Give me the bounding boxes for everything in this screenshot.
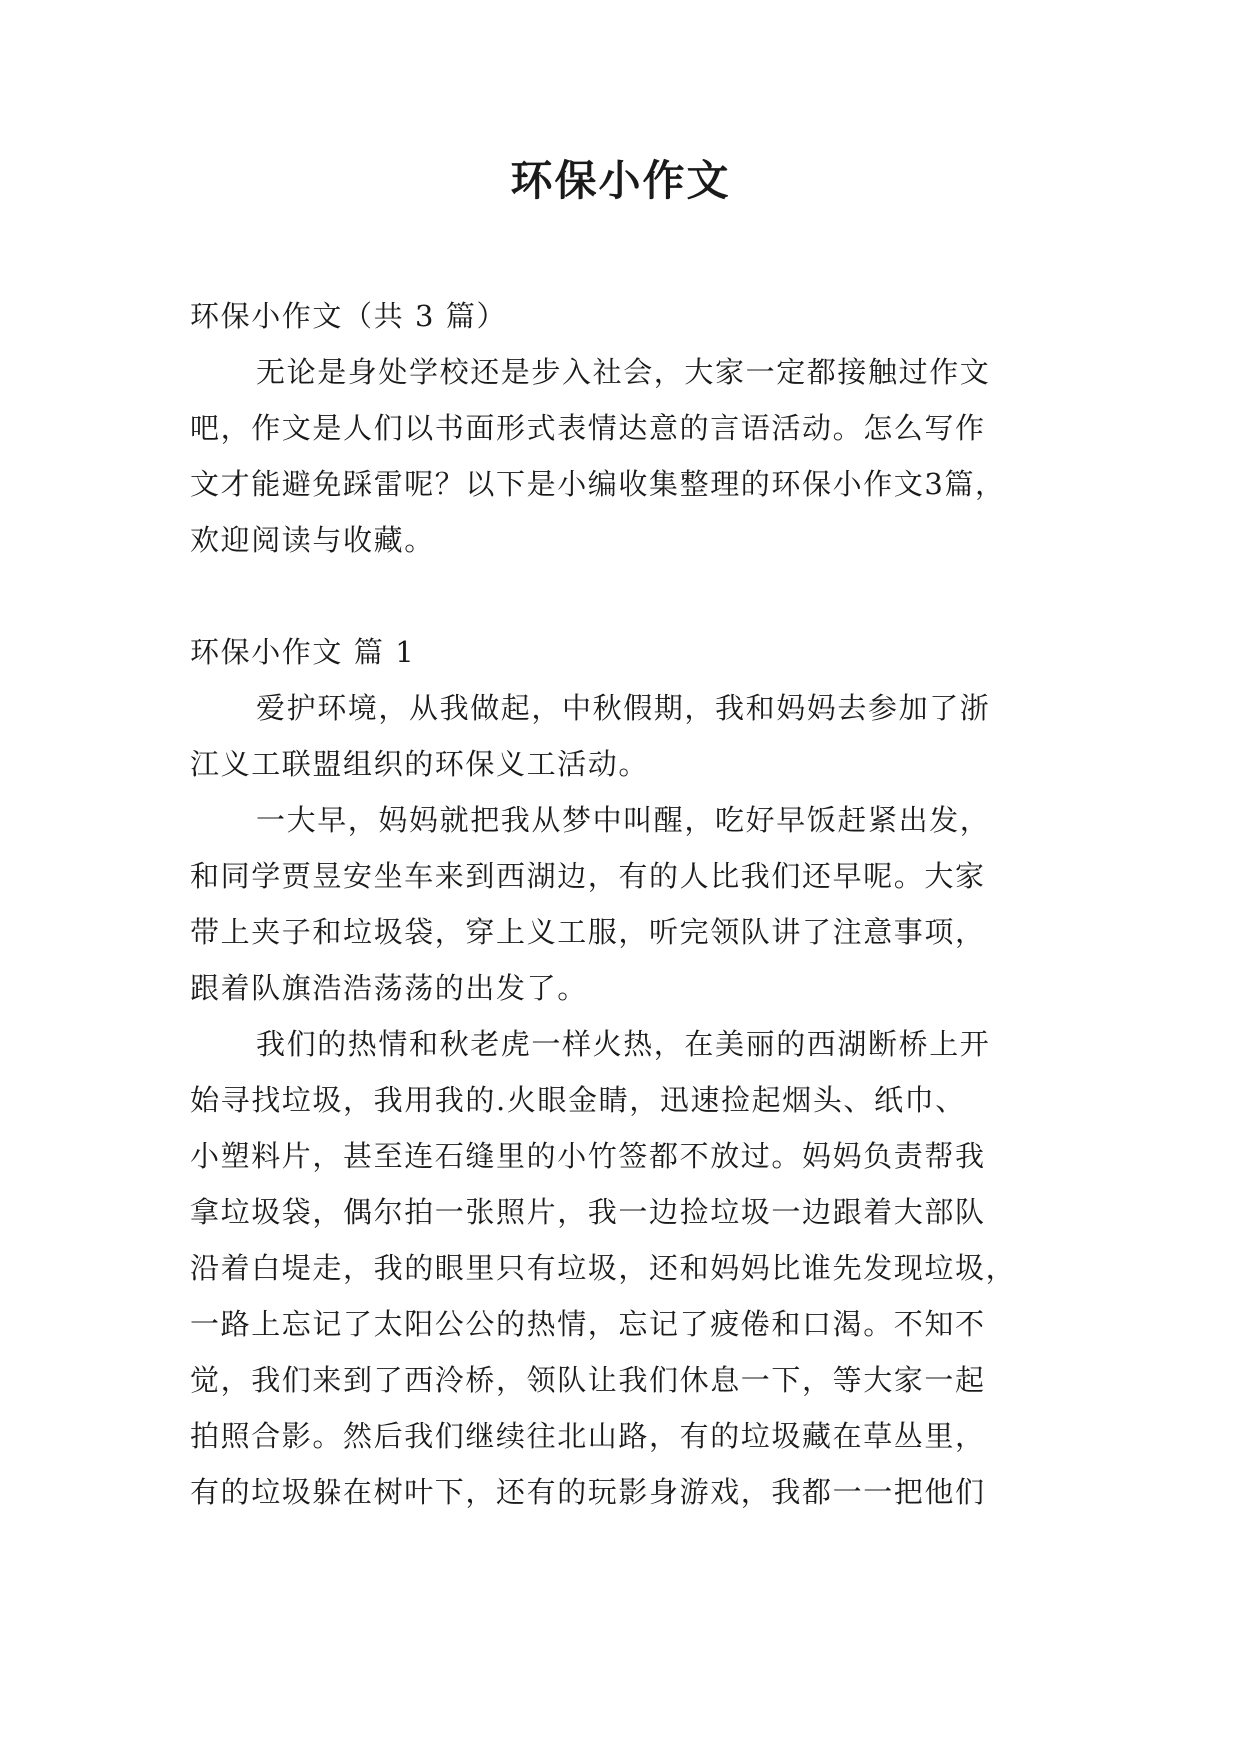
paragraph-3 [190,1016,1070,1520]
paragraph-line: 拿垃圾袋，偶尔拍一张照片，我一边捡垃圾一边跟着大部队 [190,1195,986,1229]
paragraph-line: 小塑料片，甚至连石缝里的小竹签都不放过。妈妈负责帮我 [190,1139,986,1173]
paragraph-line: 吧，作文是人们以书面形式表情达意的言语活动。怎么写作 [190,411,986,445]
paragraph-line: 觉，我们来到了西泠桥，领队让我们休息一下，等大家一起 [190,1363,986,1397]
paragraph-2 [190,792,1070,1016]
paragraph-line: 一路上忘记了太阳公公的热情，忘记了疲倦和口渴。不知不 [190,1307,986,1341]
paragraph-line: 无论是身处学校还是步入社会，大家一定都接触过作文 [256,355,991,389]
paragraph-line: 始寻找垃圾，我用我的.火眼金睛，迅速捡起烟头、纸巾、 [190,1083,966,1117]
paragraph-line: 江义工联盟组织的环保义工活动。 [190,747,650,781]
paragraph-line: 和同学贾昱安坐车来到西湖边，有的人比我们还早呢。大家 [190,859,986,893]
paragraph-line: 爱护环境，从我做起，中秋假期，我和妈妈去参加了浙 [256,691,991,725]
spacer [190,568,1070,624]
intro-paragraph [190,344,1070,568]
paragraph-1 [190,680,1070,792]
intro-heading: 环保小作文（共 3 篇） [190,299,508,333]
paragraph-line: 我们的热情和秋老虎一样火热，在美丽的西湖断桥上开 [256,1027,991,1061]
paragraph-line: 文才能避免踩雷呢？以下是小编收集整理的环保小作文3篇， [190,467,1006,501]
document-body [190,288,1070,1520]
paragraph-line: 有的垃圾躲在树叶下，还有的玩影身游戏，我都一一把他们 [190,1475,986,1509]
paragraph-line: 一大早，妈妈就把我从梦中叫醒，吃好早饭赶紧出发， [256,803,991,837]
paragraph-line: 欢迎阅读与收藏。 [190,523,435,557]
paragraph-line: 跟着队旗浩浩荡荡的出发了。 [190,971,588,1005]
paragraph-line: 带上夹子和垃圾袋，穿上义工服，听完领队讲了注意事项， [190,915,986,949]
paragraph-line: 拍照合影。然后我们继续往北山路，有的垃圾藏在草丛里， [190,1419,986,1453]
section-heading: 环保小作文 篇 1 [190,635,416,669]
document-title: 环保小作文 [510,156,731,205]
paragraph-line: 沿着白堤走，我的眼里只有垃圾，还和妈妈比谁先发现垃圾， [190,1251,1017,1285]
